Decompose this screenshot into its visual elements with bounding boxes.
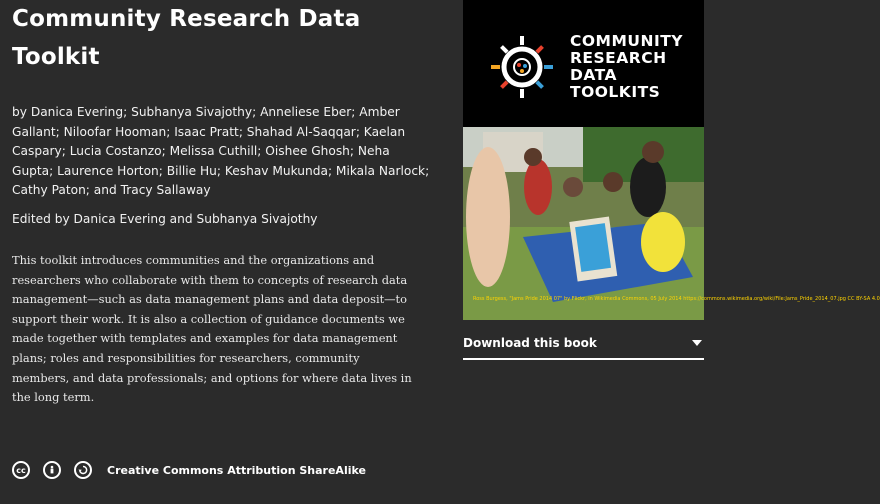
attribution-icon xyxy=(43,461,61,479)
cover-title-line: RESEARCH xyxy=(570,49,667,67)
cc-icon: cc xyxy=(12,461,30,479)
cover-title-line: TOOLKITS xyxy=(570,83,661,101)
cover-header xyxy=(463,0,704,127)
book-info xyxy=(12,0,432,408)
license-block[interactable] xyxy=(12,461,366,479)
cover-title-line: COMMUNITY xyxy=(570,32,684,50)
cover-photo xyxy=(463,127,880,320)
cover-title xyxy=(570,33,683,101)
toolkit-logo-icon xyxy=(485,30,559,104)
book-title: Community Research Data Toolkit xyxy=(12,6,361,70)
download-book-toggle[interactable] xyxy=(463,336,704,360)
cover-title-line: DATA xyxy=(570,66,618,84)
chevron-down-icon[interactable] xyxy=(692,340,702,346)
download-label[interactable]: Download this book xyxy=(463,336,597,350)
book-cover xyxy=(463,0,880,320)
photo-caption: Ross Burgess, "Jams Pride 2014 07" by Flickr, in Wikimedia Commons, 05 July 2014 https://commons.wikimedia.org/wiki/File:Jams_Pride_2014_07.jpg CC BY-SA 4.0 xyxy=(473,296,880,302)
sharealike-icon xyxy=(74,461,92,479)
license-text[interactable]: Creative Commons Attribution ShareAlike xyxy=(107,463,366,477)
book-description: This toolkit introduces communities and the organizations and researchers who collaborate with them to concepts of research data management—such as data management plans and data deposit—to support their work. It is also a collection of guidance documents we made together with templates and examples for data management plans; roles and responsibilities for researchers, community members, and data professionals; and options for where data lives in the long term. xyxy=(12,253,412,405)
cover-column xyxy=(463,0,880,360)
book-authors: by Danica Evering; Subhanya Sivajothy; Anneliese Eber; Amber Gallant; Niloofar Hooman; Isaac Pratt; Shahad Al-Saqqar; Kaelan Caspary; Lucia Costanzo; Melissa Cuthill; Oishee Ghosh; Neha Gupta; Laurence Horton; Billie Hu; Keshav Mukunda; Mikala Narlock; Cathy Paton; and Tracy Sallaway xyxy=(12,105,430,197)
book-editors: Edited by Danica Evering and Subhanya Sivajothy xyxy=(12,211,318,226)
